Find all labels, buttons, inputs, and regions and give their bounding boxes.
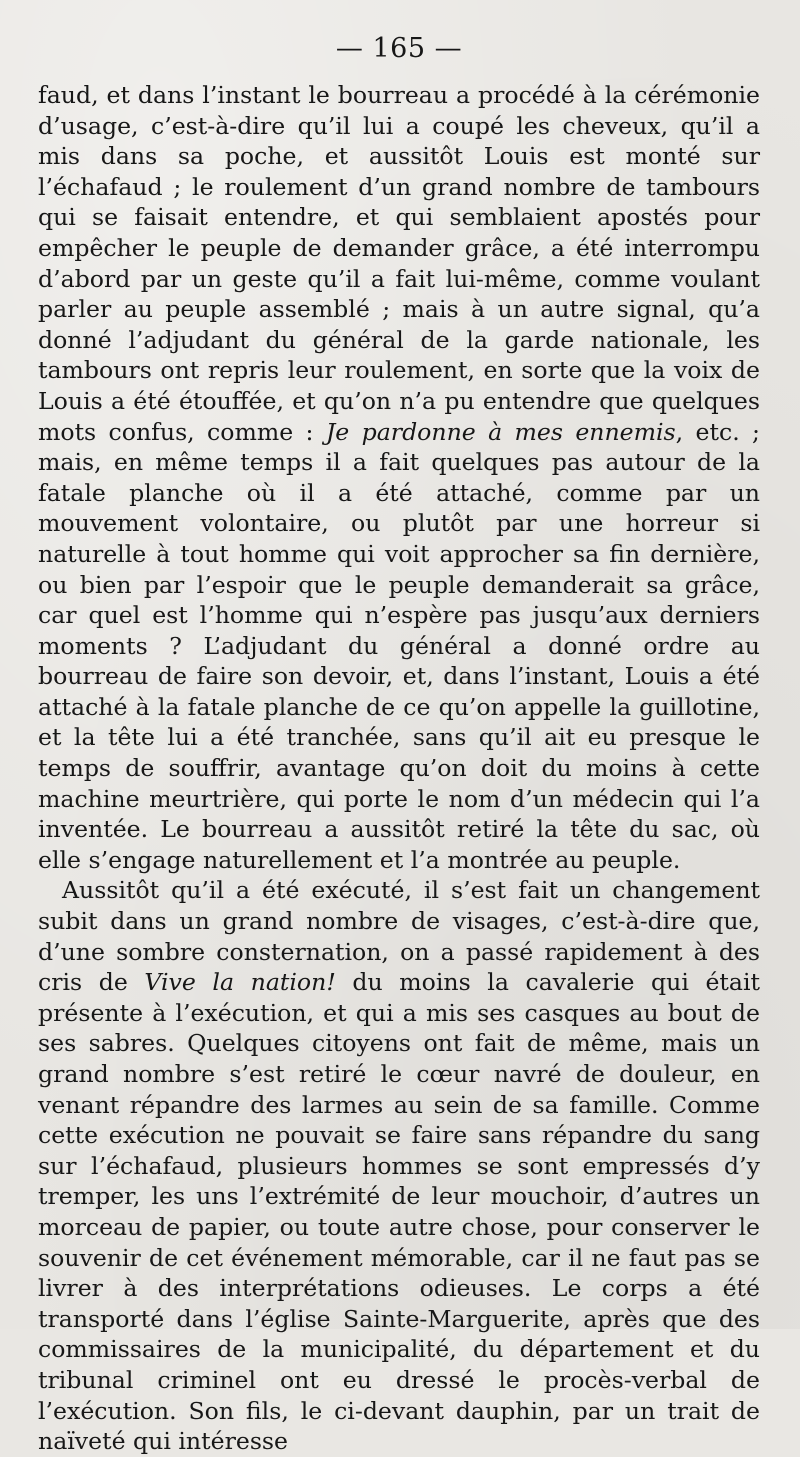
paragraph-1-italic-quote: Je pardonne à mes ennemis <box>325 417 676 446</box>
body-text <box>38 80 760 1457</box>
paragraph-2 <box>38 875 760 1456</box>
paragraph-2-text-2: du moins la cavalerie qui était présente à l’exécution, et qui a mis ses casques au bout de ses sabres. Quelques citoyens ont fait de même, mais un grand nombre s’est retiré le cœur navré de douleur, en venant répandre des larmes au sein de sa famille. Comme cette exécution ne pouvait se faire sans répandre du sang sur l’échafaud, plusieurs hommes se sont empressés d’y tremper, les uns l’extrémité de leur mouchoir, d’autres un morceau de papier, ou toute autre chose, pour conserver le souvenir de cet événement mémorable, car il ne faut pas se livrer à des interprétations odieuses. Le corps a été transporté dans l’église Sainte-Marguerite, après que des commissaires de la municipalité, du département et du tribunal criminel ont eu dressé le procès-verbal de l’exécution. Son fils, le ci-devant dauphin, par un trait de naïveté qui intéresse <box>38 968 760 1456</box>
paragraph-1-text-1: faud, et dans l’instant le bourreau a procédé à la cérémonie d’usage, c’est-à-dire qu’il lui a coupé les cheveux, qu’il a mis dans sa poche, et aussitôt Louis est monté sur l’échafaud ; le roulement d’un grand nombre de tambours qui se faisait entendre, et qui semblaient apostés pour empêcher le peuple de demander grâce, a été interrompu d’abord par un geste qu’il a fait lui-même, comme voulant parler au peuple assemblé ; mais à un autre signal, qu’a donné l’adjudant du général de la garde nationale, les tambours ont repris leur roulement, en sorte que la voix de Louis a été étouffée, et qu’on n’a pu entendre que quelques mots confus, comme : <box>38 81 760 446</box>
paragraph-1 <box>38 80 760 875</box>
paragraph-2-text-1: Aussitôt qu’il a été exécuté, il s’est fait un changement subit dans un grand nombre de visages, c’est-à-dire que, d’une sombre consternation, on a passé rapidement à des cris de <box>38 876 760 997</box>
page-number: — 165 — <box>335 33 463 64</box>
paragraph-2-italic-exclamation: Vive la nation! <box>144 968 336 997</box>
paragraph-1-text-2: , etc. ; mais, en même temps il a fait quelques pas autour de la fatale planche où il a été attaché, comme par un mouvement volontaire, ou plutôt par une horreur si naturelle à tout homme qui voit approcher sa fin dernière, ou bien par l’espoir que le peuple demanderait sa grâce, car quel est l’homme qui n’espère pas jusqu’aux derniers moments ? L’adjudant du général a donné ordre au bourreau de faire son devoir, et, dans l’instant, Louis a été attaché à la fatale planche de ce qu’on appelle la guillotine, et la tête lui a été tranchée, sans qu’il ait eu presque le temps de souffrir, avantage qu’on doit du moins à cette machine meurtrière, qui porte le nom d’un médecin qui l’a inventée. Le bourreau a aussitôt retiré la tête du sac, où elle s’engage naturellement et l’a montrée au peuple. <box>38 417 760 874</box>
